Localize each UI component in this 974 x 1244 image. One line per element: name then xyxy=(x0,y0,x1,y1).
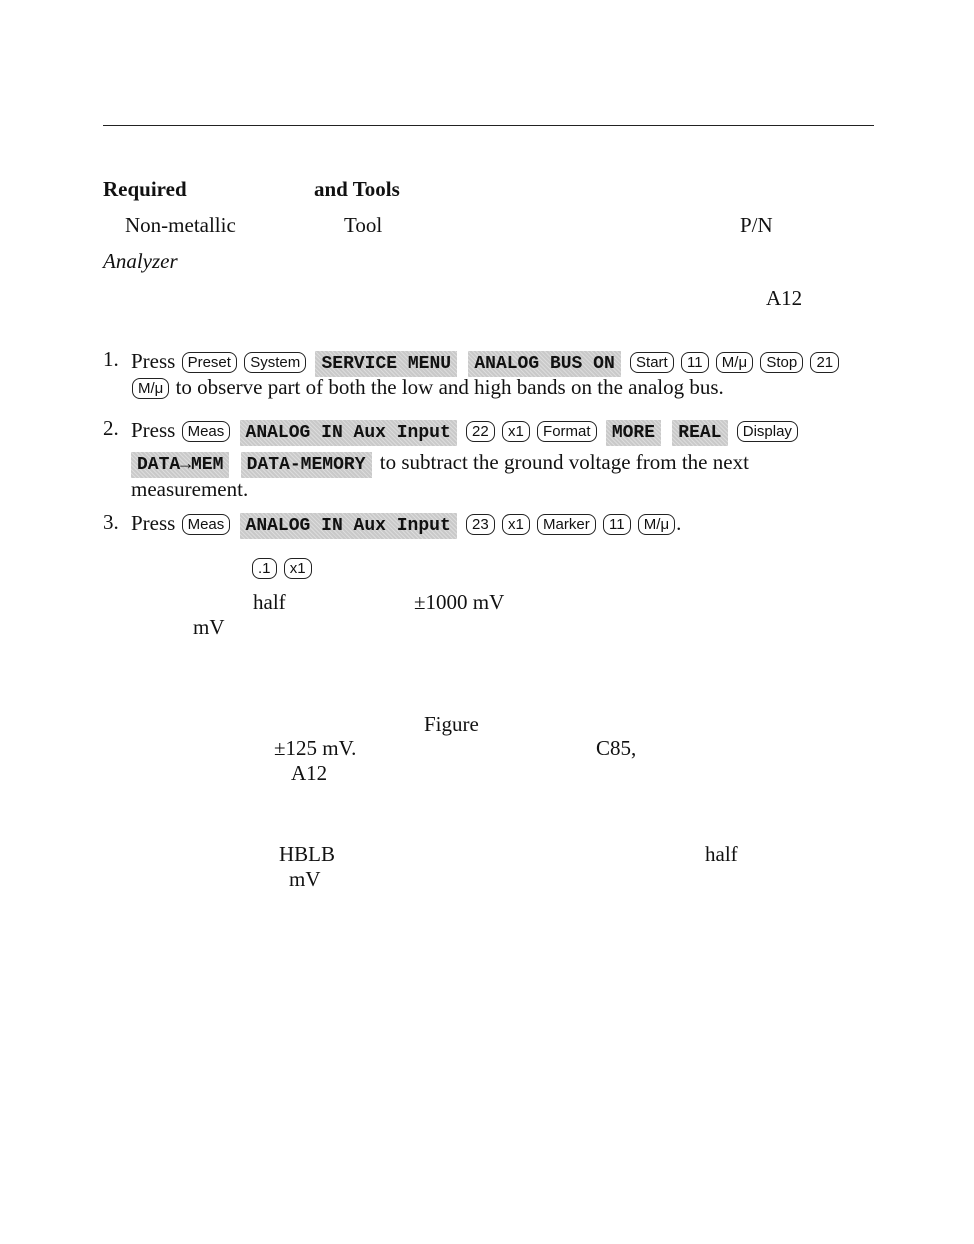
text-pm125: ±125 mV. xyxy=(274,736,357,760)
step-3-press: Press xyxy=(131,511,176,535)
key-11[interactable]: 11 xyxy=(681,352,709,373)
m-mu-key[interactable]: M/μ xyxy=(638,514,675,535)
text-a12: A12 xyxy=(766,286,803,310)
analog-in-aux-input-softkey[interactable]: ANALOG IN Aux Input xyxy=(240,513,457,539)
m-mu-key[interactable]: M/μ xyxy=(132,378,169,399)
preset-key[interactable]: Preset xyxy=(182,352,237,373)
text-analyzer: Analyzer xyxy=(103,249,178,273)
step-3-period: . xyxy=(676,511,682,535)
text-half: half xyxy=(253,590,286,614)
service-menu-softkey[interactable]: SERVICE MENU xyxy=(315,351,457,377)
key-23[interactable]: 23 xyxy=(466,514,495,535)
m-mu-key[interactable]: M/μ xyxy=(716,352,753,373)
text-c85: C85, xyxy=(596,736,637,760)
key-11[interactable]: 11 xyxy=(603,514,631,535)
stop-key[interactable]: Stop xyxy=(760,352,803,373)
header-rule xyxy=(103,125,874,126)
point-1-key[interactable]: .1 xyxy=(252,558,277,579)
step-2-press: Press xyxy=(131,418,176,442)
system-key[interactable]: System xyxy=(244,352,306,373)
step-1-press: Press xyxy=(131,349,176,373)
x1-key[interactable]: x1 xyxy=(284,558,312,579)
data-minus-memory-softkey[interactable]: DATA-MEMORY xyxy=(241,452,372,478)
x1-key[interactable]: x1 xyxy=(502,514,530,535)
key-21[interactable]: 21 xyxy=(810,352,839,373)
text-mv-2: mV xyxy=(289,867,321,891)
data-to-mem-softkey[interactable]: DATA→MEM xyxy=(131,452,229,478)
meas-key[interactable]: Meas xyxy=(182,421,231,442)
text-pn: P/N xyxy=(740,213,773,237)
start-key[interactable]: Start xyxy=(630,352,674,373)
step-2-line-1 xyxy=(131,417,799,446)
x1-key[interactable]: x1 xyxy=(502,421,530,442)
analog-bus-on-softkey[interactable]: ANALOG BUS ON xyxy=(468,351,620,377)
section-heading-required: Required xyxy=(103,177,187,201)
analog-in-aux-input-softkey[interactable]: ANALOG IN Aux Input xyxy=(240,420,457,446)
step-1-line-2 xyxy=(131,374,724,401)
marker-key[interactable]: Marker xyxy=(537,514,596,535)
text-a12-mid: A12 xyxy=(291,761,328,785)
text-tool: Tool xyxy=(344,213,383,237)
step-3-line-1 xyxy=(131,510,681,539)
format-key[interactable]: Format xyxy=(537,421,597,442)
step-1-line-1 xyxy=(131,348,840,377)
text-non-metallic: Non-metallic xyxy=(125,213,236,237)
step-1-text: to observe part of both the low and high bands on the analog bus. xyxy=(175,375,724,399)
display-key[interactable]: Display xyxy=(737,421,798,442)
text-hblb: HBLB xyxy=(279,842,336,866)
step-4-keys xyxy=(251,554,313,581)
step-3-number: 3. xyxy=(103,510,119,534)
text-half-2: half xyxy=(705,842,738,866)
step-2-number: 2. xyxy=(103,416,119,440)
key-22[interactable]: 22 xyxy=(466,421,495,442)
meas-key[interactable]: Meas xyxy=(182,514,231,535)
step-2-text-2: measurement. xyxy=(131,477,249,501)
text-figure: Figure xyxy=(424,712,479,736)
step-2-text: to subtract the ground voltage from the next xyxy=(379,450,749,474)
real-softkey[interactable]: REAL xyxy=(672,420,727,446)
text-pm1000: ±1000 mV xyxy=(414,590,505,614)
step-2-line-2 xyxy=(131,449,749,478)
step-1-number: 1. xyxy=(103,347,119,371)
section-heading-and-tools: and Tools xyxy=(314,177,400,201)
more-softkey[interactable]: MORE xyxy=(606,420,661,446)
text-mv: mV xyxy=(193,615,225,639)
